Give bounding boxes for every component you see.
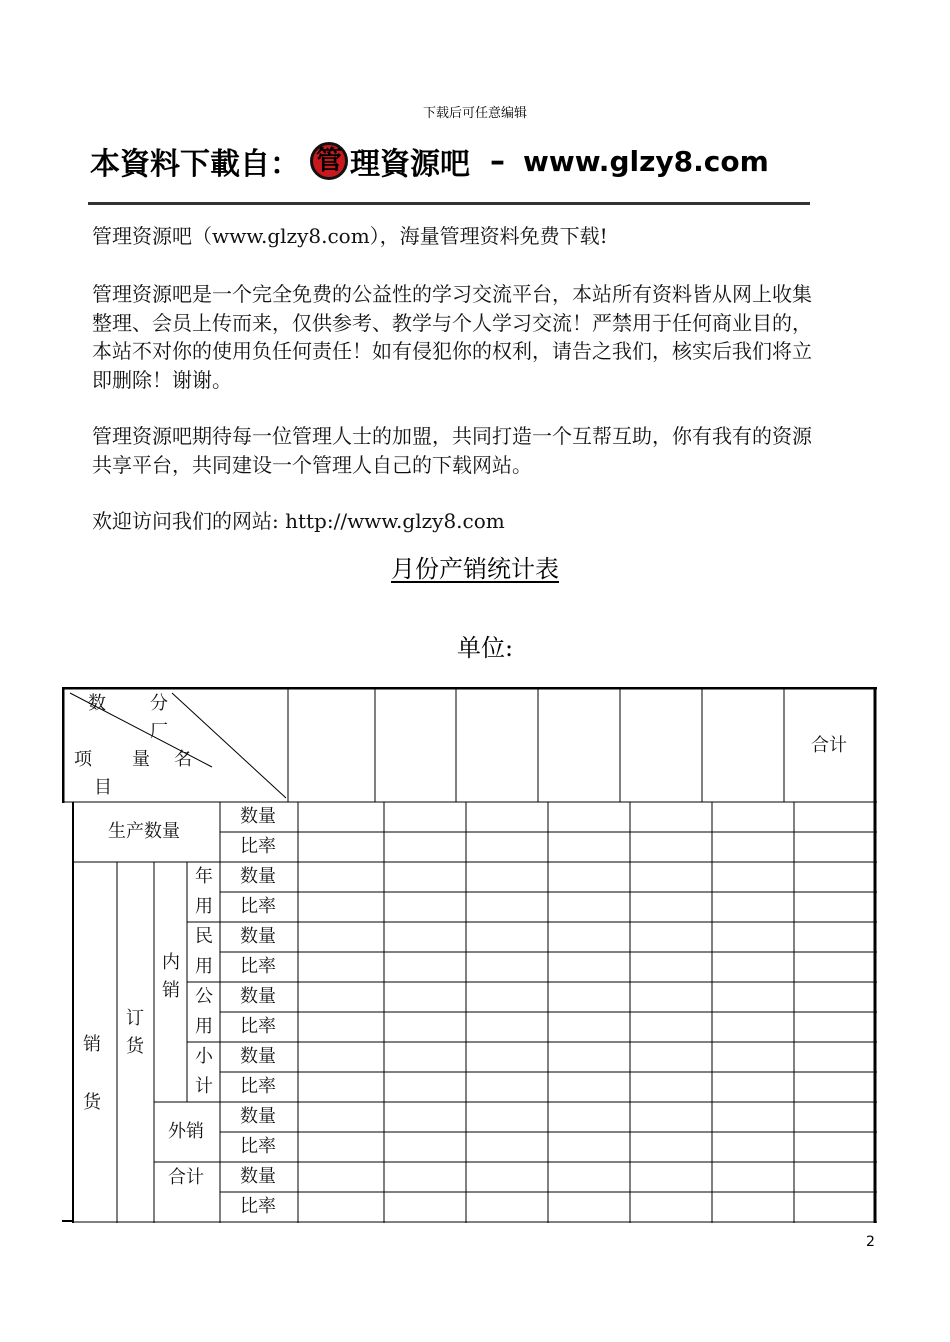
row-label-ratio: 比率 bbox=[240, 1196, 276, 1217]
label-civil-1: 民 bbox=[195, 926, 213, 947]
label-annual-1: 年 bbox=[195, 866, 213, 887]
label-public-1: 公 bbox=[195, 986, 213, 1007]
page-number: 2 bbox=[866, 1234, 875, 1250]
source-banner bbox=[90, 136, 810, 186]
label-subtotal-2: 计 bbox=[195, 1076, 213, 1097]
banner-divider bbox=[88, 202, 810, 205]
label-export: 外销 bbox=[168, 1121, 204, 1142]
row-label-ratio: 比率 bbox=[240, 1076, 276, 1097]
header-label-liang: 量 bbox=[132, 749, 150, 770]
header-label-xiang: 项 bbox=[74, 749, 92, 770]
unit-label: 单位: bbox=[456, 634, 514, 662]
row-label-qty: 数量 bbox=[240, 806, 276, 827]
label-annual-2: 用 bbox=[195, 896, 213, 917]
ad-paragraph-2: 管理资源吧是一个完全免费的公益性的学习交流平台，本站所有资料皆从网上收集整理、会员上传而来，仅供参考、教学与个人学习交流！严禁用于任何商业目的，本站不对你的使用负任何责任！如有侵犯你的权利，请告之我们，核实后我们将立即删除！谢谢。 bbox=[92, 282, 812, 392]
row-label-ratio: 比率 bbox=[240, 956, 276, 977]
production-sales-table bbox=[62, 687, 877, 1223]
row-production: 生产数量 bbox=[108, 821, 180, 842]
row-label-qty: 数量 bbox=[240, 1106, 276, 1127]
label-public-2: 用 bbox=[195, 1016, 213, 1037]
header-total: 合计 bbox=[811, 735, 847, 756]
label-order-1: 订 bbox=[126, 1008, 144, 1029]
banner-dash: – bbox=[490, 143, 505, 179]
label-sales-total: 合计 bbox=[168, 1167, 204, 1188]
row-label-qty: 数量 bbox=[240, 986, 276, 1007]
row-label-ratio: 比率 bbox=[240, 1016, 276, 1037]
row-label-qty: 数量 bbox=[240, 1166, 276, 1187]
row-label-qty: 数量 bbox=[240, 926, 276, 947]
banner-site-name: 理資源吧 bbox=[350, 147, 470, 182]
page-title bbox=[0, 549, 950, 584]
label-order-2: 货 bbox=[126, 1036, 144, 1057]
header-label-ming: 名 bbox=[174, 749, 192, 770]
label-sales-2: 货 bbox=[83, 1092, 101, 1113]
banner-seal-logo: 管 bbox=[310, 142, 348, 180]
header-label-chang: 厂 bbox=[150, 721, 168, 742]
row-label-qty: 数量 bbox=[240, 1046, 276, 1067]
row-label-ratio: 比率 bbox=[240, 836, 276, 857]
row-label-ratio: 比率 bbox=[240, 896, 276, 917]
row-label-qty: 数量 bbox=[240, 866, 276, 887]
banner-prefix: 本資料下載自： bbox=[90, 147, 300, 182]
ad-paragraph-3: 管理资源吧期待每一位管理人士的加盟，共同打造一个互帮互助，你有我有的资源共享平台，共同建设一个管理人自己的下载网站。 bbox=[92, 424, 812, 477]
banner-url[interactable]: www.glzy8.com bbox=[523, 144, 769, 178]
label-sales-1: 销 bbox=[83, 1034, 101, 1055]
header-label-fen: 分 bbox=[150, 693, 168, 714]
label-civil-2: 用 bbox=[195, 956, 213, 977]
label-subtotal-1: 小 bbox=[195, 1046, 213, 1067]
header-label-mu: 目 bbox=[94, 777, 112, 798]
ad-paragraph-1: 管理资源吧（www.glzy8.com），海量管理资料免费下载! bbox=[92, 224, 608, 248]
ad-paragraph-4: 欢迎访问我们的网站: http://www.glzy8.com bbox=[92, 509, 505, 533]
title-text: 月份产销统计表 bbox=[391, 555, 559, 583]
row-label-ratio: 比率 bbox=[240, 1136, 276, 1157]
header-label-shu: 数 bbox=[88, 693, 106, 714]
label-domestic-2: 销 bbox=[162, 980, 180, 1001]
header-note: 下载后可任意编辑 bbox=[422, 106, 527, 121]
label-domestic-1: 内 bbox=[162, 952, 180, 973]
